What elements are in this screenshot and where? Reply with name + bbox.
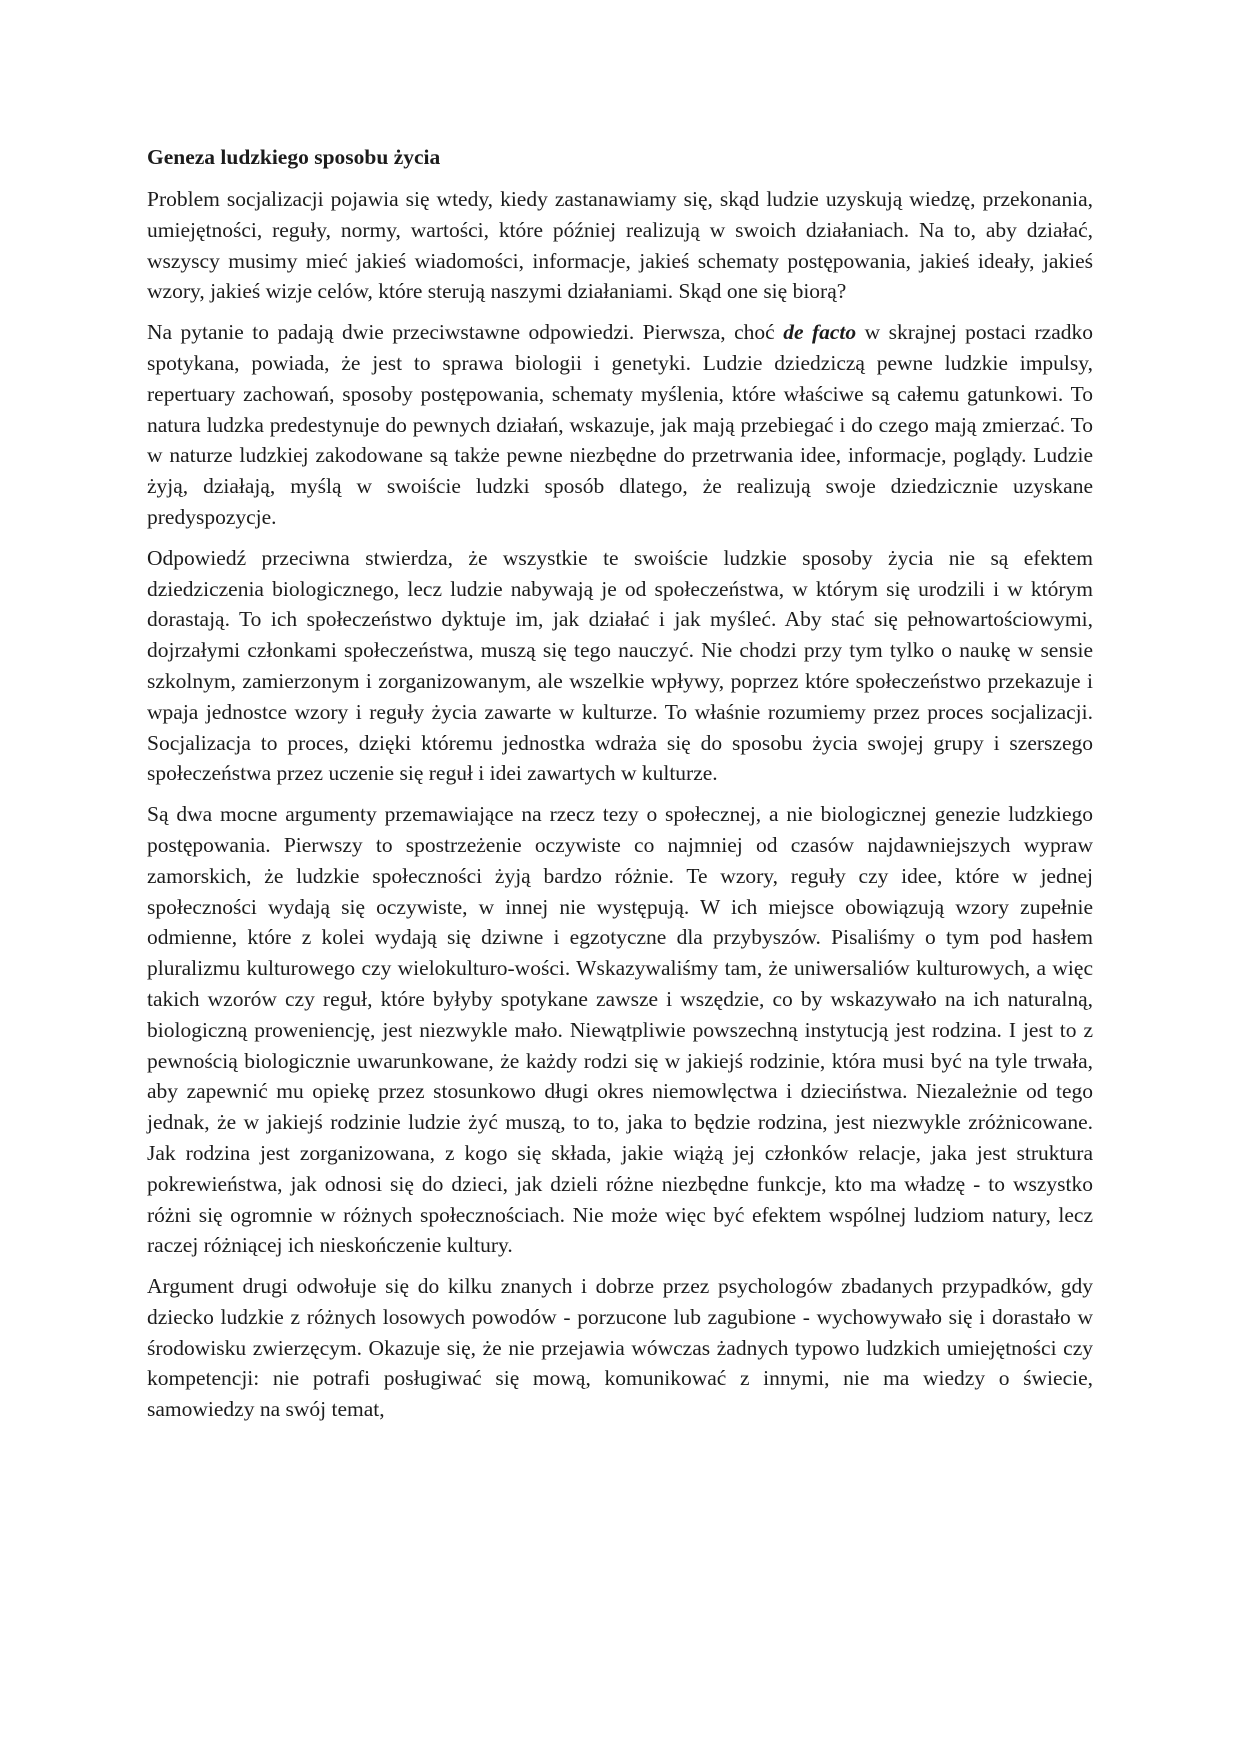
paragraph-1: Problem socjalizacji pojawia się wtedy, kiedy zastanawiamy się, skąd ludzie uzyskują wiedzę, przekonania, umiejętności, reguły, normy, wartości, które później realizują w swoich działaniach. Na to, aby działać, wszyscy musimy mieć jakieś wiadomości, informacje, jakieś schematy postępowania, jakieś ideały, jakieś wzory, jakieś wizje celów, które sterują naszymi działaniami. Skąd one się biorą?: [147, 187, 1093, 304]
paragraph-2-text-a: Na pytanie to padają dwie przeciwstawne odpowiedzi. Pierwsza, choć: [147, 320, 784, 345]
paragraph-2: [147, 317, 1093, 533]
paragraph-2-text-b: w skrajnej postaci rzadko spotykana, powiada, że jest to sprawa biologii i genetyki. Ludzie dziedziczą pewne ludzkie impulsy, repertuary zachowań, sposoby postępowania, schematy myślenia, które właściwe są całemu gatunkowi. To natura ludzka predestynuje do pewnych działań, wskazuje, jak mają przebiegać i do czego mają zmierzać. To w naturze ludzkiej zakodowane są także pewne niezbędne do przetrwania idee, informacje, poglądy. Ludzie żyją, działają, myślą w swoiście ludzki sposób dlatego, że realizują swoje dziedzicznie uzyskane predyspozycje.: [147, 320, 1094, 529]
document-page: [147, 142, 1093, 1435]
paragraph-5: Argument drugi odwołuje się do kilku znanych i dobrze przez psychologów zbadanych przypadków, gdy dziecko ludzkie z różnych losowych powodów - porzucone lub zagubione - wychowywało się i dorastało w środowisku zwierzęcym. Okazuje się, że nie przejawia wówczas żadnych typowo ludzkich umiejętności czy kompetencji: nie potrafi posługiwać się mową, komunikować z innymi, nie ma wiedzy o świecie, samowiedzy na swój temat,: [147, 1274, 1093, 1422]
document-title: Geneza ludzkiego sposobu życia: [147, 145, 441, 169]
paragraph-3: Odpowiedź przeciwna stwierdza, że wszystkie te swoiście ludzkie sposoby życia nie są efektem dziedziczenia biologicznego, lecz ludzie nabywają je od społeczeństwa, w którym się urodzili i w którym dorastają. To ich społeczeństwo dyktuje im, jak działać i jak myśleć. Aby stać się pełnowartościowymi, dojrzałymi członkami społeczeństwa, muszą się tego nauczyć. Nie chodzi przy tym tylko o naukę w sensie szkolnym, zamierzonym i zorganizowanym, ale wszelkie wpływy, poprzez które społeczeństwo przekazuje i wpaja jednostce wzory i reguły życia zawarte w kulturze. To właśnie rozumiemy przez proces socjalizacji. Socjalizacja to proces, dzięki któremu jednostka wdraża się do sposobu życia swojej grupy i szerszego społeczeństwa przez uczenie się reguł i idei zawartych w kulturze.: [147, 545, 1093, 786]
paragraph-4: Są dwa mocne argumenty przemawiające na rzecz tezy o społecznej, a nie biologicznej genezie ludzkiego postępowania. Pierwszy to spostrzeżenie oczywiste co najmniej od czasów najdawniejszych wypraw zamorskich, że ludzkie społeczności żyją bardzo różnie. Te wzory, reguły czy idee, które w jednej społeczności wydają się oczywiste, w innej nie występują. W ich miejsce obowiązują wzory zupełnie odmienne, które z kolei wydają się dziwne i egzotyczne dla przybyszów. Pisaliśmy o tym pod hasłem pluralizmu kulturowego czy wielokulturo-wości. Wskazywaliśmy tam, że uniwersaliów kulturowych, a więc takich wzorów czy reguł, które byłyby spotykane zawsze i wszędzie, co by wskazywało na ich naturalną, biologiczną proweniencję, jest niezwykle mało. Niewątpliwie powszechną instytucją jest rodzina. I jest to z pewnością biologicznie uwarunkowane, że każdy rodzi się w jakiejś rodzinie, która musi być na tyle trwała, aby zapewnić mu opiekę przez stosunkowo długi okres niemowlęctwa i dzieciństwa. Niezależnie od tego jednak, że w jakiejś rodzinie ludzie żyć muszą, to to, jaka to będzie rodzina, jest niezwykle zróżnicowane. Jak rodzina jest zorganizowana, z kogo się składa, jakie wiążą jej członków relacje, jaka jest struktura pokrewieństwa, jak odnosi się do dzieci, jak dzieli różne niezbędne funkcje, kto ma władzę - to wszystko różni się ogromnie w różnych społecznościach. Nie może więc być efektem wspólnej ludziom natury, lecz raczej różniącej ich nieskończenie kultury.: [147, 802, 1093, 1258]
paragraph-2-emphasis: de facto: [783, 320, 857, 345]
